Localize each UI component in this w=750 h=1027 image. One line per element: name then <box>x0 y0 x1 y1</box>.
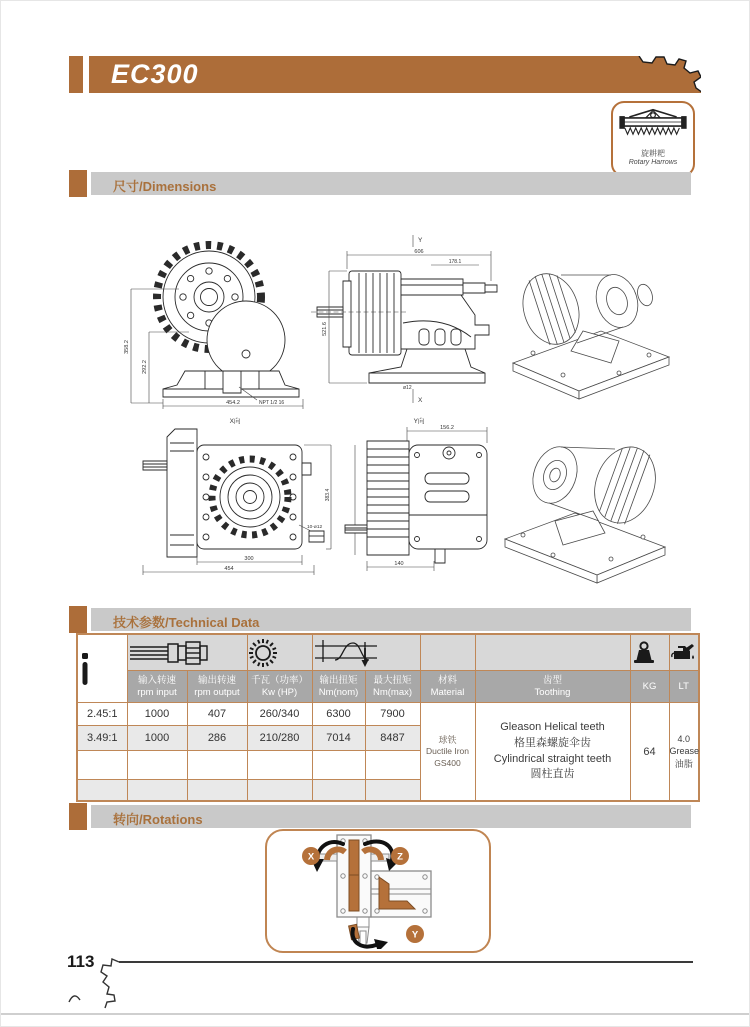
rotations-diagram <box>267 831 488 949</box>
section-accent-square <box>69 170 87 197</box>
col-header-kw-hp: 千瓦（功率） Kw (HP) <box>247 671 312 703</box>
axis-label-y: Y <box>418 237 423 244</box>
col-header-toothing: 齿型 Toothing <box>475 671 630 703</box>
cell-rpm-output: 286 <box>187 726 247 751</box>
cell-kw-hp: 260/340 <box>247 703 312 726</box>
cell-empty <box>365 780 420 802</box>
cell-empty <box>187 780 247 802</box>
cell-rpm-input: 1000 <box>127 703 187 726</box>
section-accent-square <box>69 606 87 633</box>
dim-side-top: 178.1 <box>448 259 462 265</box>
x-view-title: X向 <box>229 418 241 425</box>
dim-x-width: 454 <box>224 566 234 572</box>
y-view-title: Y向 <box>413 418 425 425</box>
cell-empty <box>127 780 187 802</box>
page-title: EC300 <box>111 59 199 89</box>
cell-empty <box>187 751 247 780</box>
axis-label-x: X <box>418 397 423 404</box>
section-title-dimensions: 尺寸/Dimensions <box>113 179 217 194</box>
drawing-x-view <box>139 415 345 579</box>
axis-x-label: X <box>307 851 315 863</box>
rotations-diagram-box <box>265 829 491 953</box>
cell-nm-max: 7900 <box>365 703 420 726</box>
cell-material: 球铁 Ductile Iron GS400 <box>420 703 475 802</box>
power-icon-cell <box>247 634 312 671</box>
dim-side-height: 521.6 <box>322 322 328 336</box>
section-title-rotations: 转向/Rotations <box>113 812 203 827</box>
cell-empty <box>77 751 127 780</box>
col-header-kg: KG <box>630 671 669 703</box>
rotary-harrow-icon <box>613 107 693 147</box>
cell-nm-max: 8487 <box>365 726 420 751</box>
dim-side-width: 606 <box>414 249 424 255</box>
drawing-y-view <box>339 415 497 579</box>
cell-empty <box>247 751 312 780</box>
application-badge <box>611 101 695 177</box>
col-header-rpm-output: 输出转速 rpm output <box>187 671 247 703</box>
page-bottom-edge <box>1 1013 750 1015</box>
cell-empty <box>127 751 187 780</box>
cell-empty <box>365 751 420 780</box>
section-bar-rotations <box>91 805 691 828</box>
section-bar-technical <box>91 608 691 631</box>
dim-front-width: 454.2 <box>226 400 240 406</box>
cell-empty <box>312 780 365 802</box>
gear-ratio-icon <box>78 652 92 686</box>
cell-toothing: Gleason Helical teeth 格里森螺旋伞齿 Cylindrical straight teeth 圆柱直齿 <box>475 703 630 802</box>
col-header-rpm-input: 输入转速 rpm input <box>127 671 187 703</box>
axis-z-label: Z <box>397 851 403 863</box>
page-number: 113 <box>67 952 95 971</box>
dim-x-inner: 300 <box>244 556 254 562</box>
cell-kw-hp: 210/280 <box>247 726 312 751</box>
pto-shaft-icon <box>128 640 210 666</box>
header-accent-square <box>69 56 83 93</box>
dim-front-inner: 292.2 <box>142 360 148 374</box>
weight-icon <box>631 640 657 666</box>
col-header-material: 材料 Material <box>420 671 475 703</box>
sun-power-icon <box>248 638 278 668</box>
drawing-side-view <box>303 231 505 417</box>
col-header-lt: LT <box>669 671 699 703</box>
dim-x-note: 10-ø12 <box>307 525 323 530</box>
torque-icon <box>313 638 383 668</box>
badge-label-en: Rotary Harrows <box>628 159 678 166</box>
cell-empty <box>312 751 365 780</box>
footer-gear-icon <box>61 949 141 1011</box>
cell-ratio: 2.45:1 <box>77 703 127 726</box>
badge-label-cn: 旋耕耙 <box>641 149 665 158</box>
material-icon-cell <box>420 634 475 671</box>
cell-ratio: 3.49:1 <box>77 726 127 751</box>
cell-lt: 4.0 Grease 油脂 <box>669 703 699 802</box>
dim-y-top: 156.2 <box>440 425 454 431</box>
section-accent-square <box>69 803 87 830</box>
dim-side-note: ø12 <box>403 385 412 391</box>
section-title-technical: 技术参数/Technical Data <box>113 615 260 630</box>
section-bar-dimensions <box>91 172 691 195</box>
cell-rpm-output: 407 <box>187 703 247 726</box>
axis-y-label: Y <box>411 929 419 941</box>
drawing-isometric-bottom <box>489 421 681 587</box>
cell-rpm-input: 1000 <box>127 726 187 751</box>
dim-y-bottom: 140 <box>394 561 404 567</box>
drawing-isometric-top <box>499 249 677 401</box>
cell-nm-nom: 7014 <box>312 726 365 751</box>
speed-icon-cell <box>127 634 247 671</box>
cell-nm-nom: 6300 <box>312 703 365 726</box>
dim-x-height: 383.4 <box>325 488 331 502</box>
footer-rule <box>119 961 693 963</box>
dim-front-note: NPT 1/2 16 <box>259 400 285 406</box>
cell-empty <box>247 780 312 802</box>
torque-icon-cell <box>312 634 420 671</box>
col-header-nm-nom: 输出扭矩 Nm(nom) <box>312 671 365 703</box>
drawing-front-view <box>119 237 311 417</box>
cell-kg: 64 <box>630 703 669 802</box>
oil-icon-cell <box>669 634 699 671</box>
dim-front-height: 358.2 <box>124 340 130 354</box>
toothing-icon-cell <box>475 634 630 671</box>
cell-empty <box>77 780 127 802</box>
oil-can-icon <box>670 641 696 665</box>
ratio-column-header <box>77 634 127 703</box>
col-header-nm-max: 最大扭矩 Nm(max) <box>365 671 420 703</box>
technical-data-table <box>76 633 700 802</box>
weight-icon-cell <box>630 634 669 671</box>
